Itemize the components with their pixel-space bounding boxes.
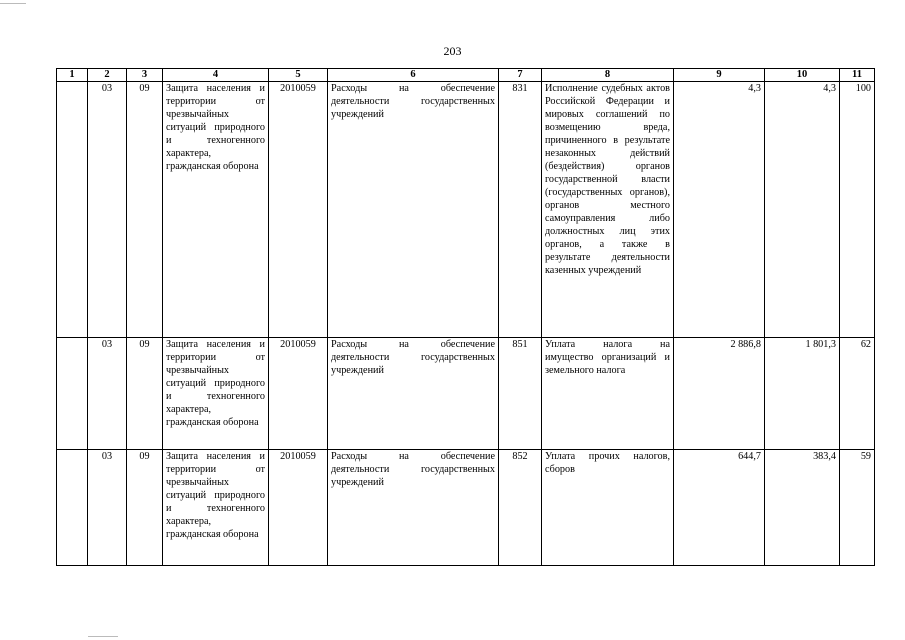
col-header-10: 10 [765, 69, 840, 82]
cell-percent: 62 [840, 338, 875, 450]
cell-section: 03 [88, 82, 127, 338]
cell-planned: 644,7 [674, 450, 765, 566]
cell-section-name: Защита населения и территории от чрезвычайных ситуаций природного и техногенного характера, гражданская оборона [163, 338, 269, 450]
cell-section-name: Защита населения и территории от чрезвычайных ситуаций природного и техногенного характера, гражданская оборона [163, 82, 269, 338]
cell-planned: 4,3 [674, 82, 765, 338]
cell-executed: 1 801,3 [765, 338, 840, 450]
col-header-8: 8 [542, 69, 674, 82]
col-header-11: 11 [840, 69, 875, 82]
cell-article-name: Расходы на обеспечение деятельности государственных учреждений [328, 82, 499, 338]
cell-subsection: 09 [127, 82, 163, 338]
table-row [57, 82, 875, 338]
col-header-6: 6 [328, 69, 499, 82]
cell-expense-type: 851 [499, 338, 542, 450]
cell-c1 [57, 82, 88, 338]
cell-subsection: 09 [127, 450, 163, 566]
cell-target-article: 2010059 [269, 450, 328, 566]
cell-section: 03 [88, 450, 127, 566]
cell-percent: 100 [840, 82, 875, 338]
cell-executed: 383,4 [765, 450, 840, 566]
scan-artifact-top [0, 3, 26, 4]
cell-expense-type: 852 [499, 450, 542, 566]
scan-artifact-bottom [88, 636, 118, 637]
table-row [57, 450, 875, 566]
col-header-1: 1 [57, 69, 88, 82]
table-row [57, 338, 875, 450]
header-row [57, 69, 875, 82]
cell-section-name: Защита населения и территории от чрезвычайных ситуаций природного и техногенного характера, гражданская оборона [163, 450, 269, 566]
col-header-3: 3 [127, 69, 163, 82]
cell-target-article: 2010059 [269, 82, 328, 338]
col-header-7: 7 [499, 69, 542, 82]
cell-expense-type-name: Уплата прочих налогов, сборов [542, 450, 674, 566]
col-header-9: 9 [674, 69, 765, 82]
cell-c1 [57, 338, 88, 450]
cell-percent: 59 [840, 450, 875, 566]
cell-expense-type-name: Исполнение судебных актов Российской Федерации и мировых соглашений по возмещению вреда, причиненного в результате незаконных действий (бездействия) органов государственной власти (государственных органов), органов местного самоуправления либо должностных лиц этих органов, а также в результате деятельности казенных учреждений [542, 82, 674, 338]
cell-article-name: Расходы на обеспечение деятельности государственных учреждений [328, 450, 499, 566]
col-header-2: 2 [88, 69, 127, 82]
cell-executed: 4,3 [765, 82, 840, 338]
cell-expense-type: 831 [499, 82, 542, 338]
cell-subsection: 09 [127, 338, 163, 450]
cell-planned: 2 886,8 [674, 338, 765, 450]
col-header-5: 5 [269, 69, 328, 82]
page-number: 203 [443, 44, 462, 58]
cell-section: 03 [88, 338, 127, 450]
col-header-4: 4 [163, 69, 269, 82]
budget-table [56, 68, 875, 566]
cell-article-name: Расходы на обеспечение деятельности государственных учреждений [328, 338, 499, 450]
cell-c1 [57, 450, 88, 566]
cell-expense-type-name: Уплата налога на имущество организаций и земельного налога [542, 338, 674, 450]
cell-target-article: 2010059 [269, 338, 328, 450]
